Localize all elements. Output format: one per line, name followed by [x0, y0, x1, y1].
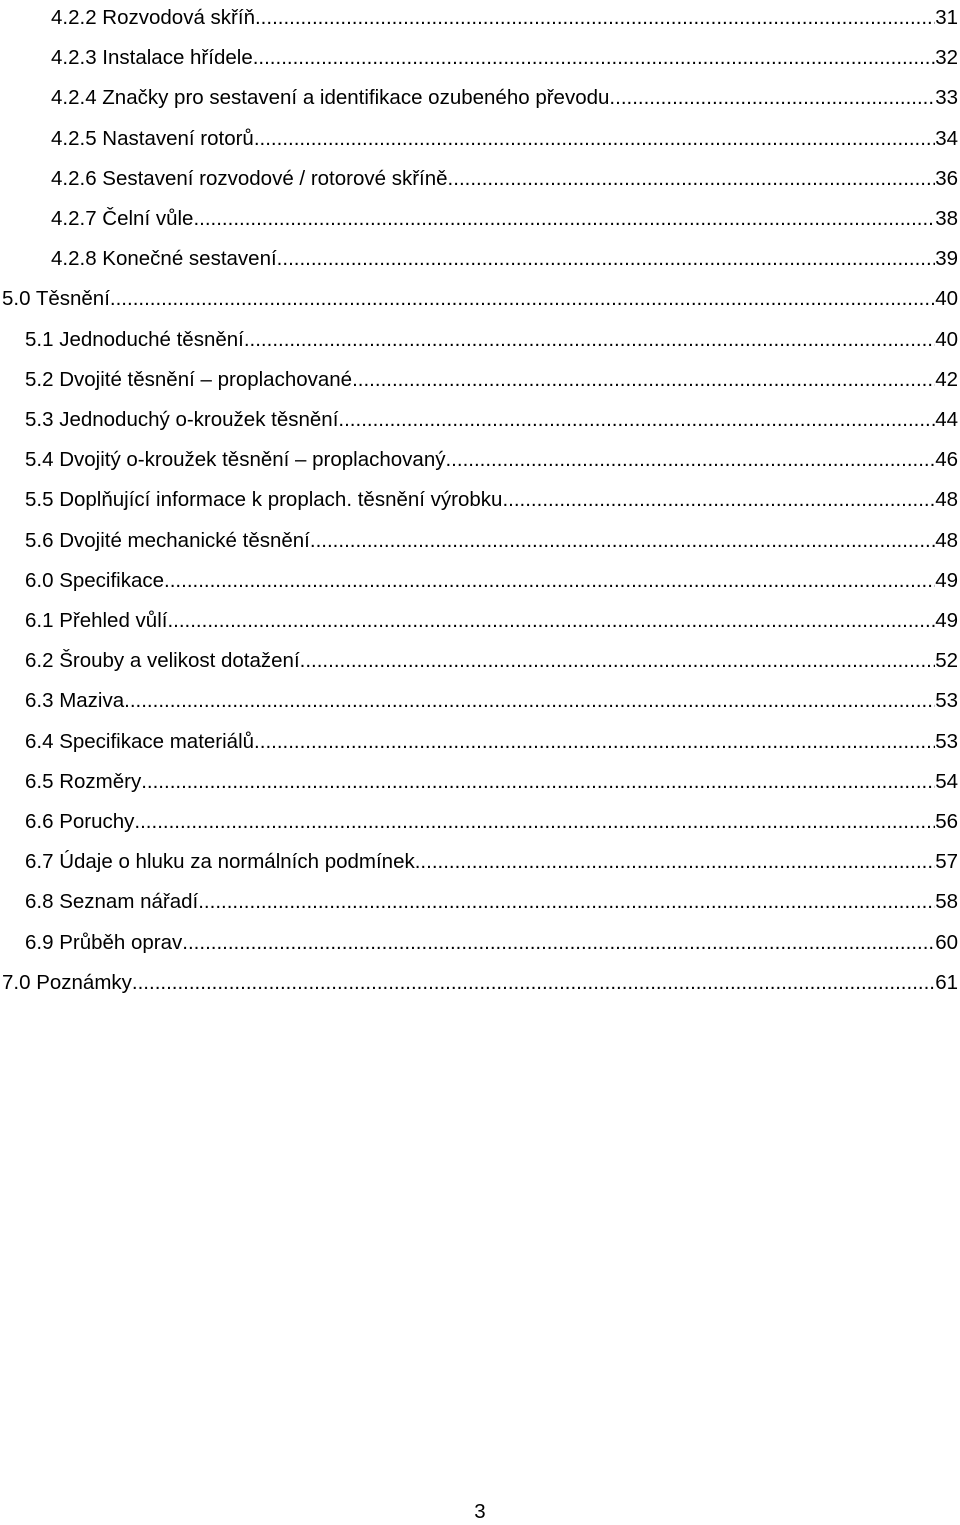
toc-entry-label: 5.3 Jednoduchý o-kroužek těsnění: [25, 408, 339, 431]
toc-entry[interactable]: [25, 884, 958, 914]
toc-entry-label: 6.1 Přehled vůlí: [25, 609, 168, 632]
toc-entry[interactable]: [25, 523, 958, 553]
toc-dot-leader: [310, 529, 935, 553]
toc-entry-page: 57: [935, 850, 958, 874]
toc-entry-page: 36: [935, 166, 958, 190]
toc-entry-page: 60: [935, 930, 958, 954]
toc-dot-leader: [254, 127, 935, 151]
toc-dot-leader: [198, 890, 935, 914]
toc-dot-leader: [124, 689, 935, 713]
toc-entry-label: 4.2.4 Značky pro sestavení a identifikace ozubeného převodu: [51, 86, 610, 110]
toc-entry-page: 44: [935, 408, 958, 431]
toc-entry-page: 54: [935, 769, 958, 793]
toc-entry-page: 33: [935, 86, 958, 110]
toc-entry-label: 6.8 Seznam nářadí: [25, 890, 199, 914]
toc-entry-page: 49: [935, 568, 958, 592]
toc-entry[interactable]: [25, 764, 958, 794]
toc-entry-label: 5.5 Doplňující informace k proplach. těsnění výrobku: [25, 488, 503, 512]
toc-entry-page: 48: [935, 488, 958, 512]
toc-entry-label: 6.2 Šrouby a velikost dotažení: [25, 649, 300, 673]
toc-entry-page: 52: [935, 649, 958, 673]
toc-entry[interactable]: [25, 362, 958, 392]
toc-entry-label: 7.0 Poznámky: [2, 970, 132, 994]
toc-entry[interactable]: [2, 965, 958, 995]
toc-entry[interactable]: [51, 0, 958, 30]
toc-entry-page: 34: [935, 126, 958, 150]
toc-entry[interactable]: [25, 683, 958, 713]
toc-entry-page: 53: [935, 689, 958, 713]
toc-entry[interactable]: [25, 804, 958, 834]
toc-dot-leader: [167, 609, 935, 633]
toc-entry[interactable]: [51, 161, 958, 191]
toc-entry-label: 4.2.6 Sestavení rozvodové / rotorové skříně: [51, 166, 448, 190]
toc-entry-page: 53: [935, 729, 958, 753]
toc-dot-leader: [255, 6, 935, 30]
toc-dot-leader: [110, 287, 935, 311]
toc-entry[interactable]: [25, 402, 958, 432]
toc-entry-page: 61: [935, 970, 958, 994]
toc-entry-page: 49: [935, 609, 958, 632]
toc-entry-label: 6.3 Maziva: [25, 689, 125, 713]
page-number: 3: [474, 1500, 486, 1523]
toc-dot-leader: [609, 86, 935, 110]
toc-entry[interactable]: [51, 121, 958, 151]
toc-entry-label: 6.7 Údaje o hluku za normálních podmínek: [25, 850, 415, 874]
toc-dot-leader: [300, 649, 936, 673]
toc-entry[interactable]: [2, 281, 958, 311]
toc-dot-leader: [164, 569, 935, 593]
toc-dot-leader: [254, 730, 935, 754]
toc-entry-label: 5.2 Dvojité těsnění – proplachované: [25, 367, 353, 391]
toc-entry-label: 5.4 Dvojitý o-kroužek těsnění – proplachovaný: [25, 448, 446, 472]
toc-entry-label: 6.4 Specifikace materiálů: [25, 729, 255, 753]
toc-entry[interactable]: [51, 241, 958, 271]
toc-entry-page: 38: [935, 207, 958, 230]
toc-entry-label: 6.5 Rozměry: [25, 769, 142, 793]
toc-entry-label: 5.0 Těsnění: [2, 287, 110, 311]
toc-entry-page: 42: [935, 367, 958, 391]
toc-dot-leader: [253, 46, 935, 70]
toc-dot-leader: [193, 207, 935, 231]
toc-entry-label: 4.2.8 Konečné sestavení: [51, 247, 277, 271]
toc-dot-leader: [244, 328, 935, 352]
toc-dot-leader: [338, 408, 935, 432]
toc-dot-leader: [415, 850, 935, 874]
toc-entry[interactable]: [25, 563, 958, 593]
toc-entry-page: 48: [935, 528, 958, 552]
toc-dot-leader: [141, 770, 935, 794]
toc-dot-leader: [352, 368, 935, 392]
toc-dot-leader: [182, 931, 935, 955]
toc-dot-leader: [134, 810, 935, 834]
toc-entry-page: 56: [935, 810, 958, 833]
toc-entry-page: 31: [935, 6, 958, 29]
toc-entry-page: 40: [935, 327, 958, 351]
toc-entry[interactable]: [51, 40, 958, 70]
toc-entry-label: 6.6 Poruchy: [25, 810, 135, 833]
toc-dot-leader: [132, 971, 935, 995]
toc-entry-page: 40: [935, 287, 958, 311]
toc-entry-label: 4.2.3 Instalace hřídele: [51, 46, 253, 70]
toc-entry[interactable]: [51, 201, 958, 231]
toc-entry[interactable]: [25, 322, 958, 352]
toc-entry-label: 5.6 Dvojité mechanické těsnění: [25, 528, 310, 552]
toc-entry-page: 39: [935, 247, 958, 271]
toc-entry-page: 58: [935, 890, 958, 914]
toc-entry[interactable]: [51, 80, 958, 110]
toc-entry-label: 4.2.5 Nastavení rotorů: [51, 126, 254, 150]
toc-entry-label: 6.0 Specifikace: [25, 568, 165, 592]
toc-entry[interactable]: [25, 925, 958, 955]
toc-entry-label: 5.1 Jednoduché těsnění: [25, 327, 244, 351]
toc-entry[interactable]: [25, 482, 958, 512]
toc-entry[interactable]: [25, 643, 958, 673]
toc-dot-leader: [445, 448, 935, 472]
toc-entry-page: 32: [935, 46, 958, 70]
toc-entry-label: 6.9 Průběh oprav: [25, 930, 183, 954]
toc-entry[interactable]: [25, 603, 958, 633]
toc-entry[interactable]: [25, 724, 958, 754]
toc-entry-label: 4.2.2 Rozvodová skříň: [51, 6, 255, 29]
toc-entry[interactable]: [25, 442, 958, 472]
toc-dot-leader: [502, 488, 935, 512]
toc-dot-leader: [448, 167, 936, 191]
toc-entry-label: 4.2.7 Čelní vůle: [51, 207, 194, 230]
toc-entry-page: 46: [935, 448, 958, 472]
toc-entry[interactable]: [25, 844, 958, 874]
toc-dot-leader: [277, 247, 936, 271]
